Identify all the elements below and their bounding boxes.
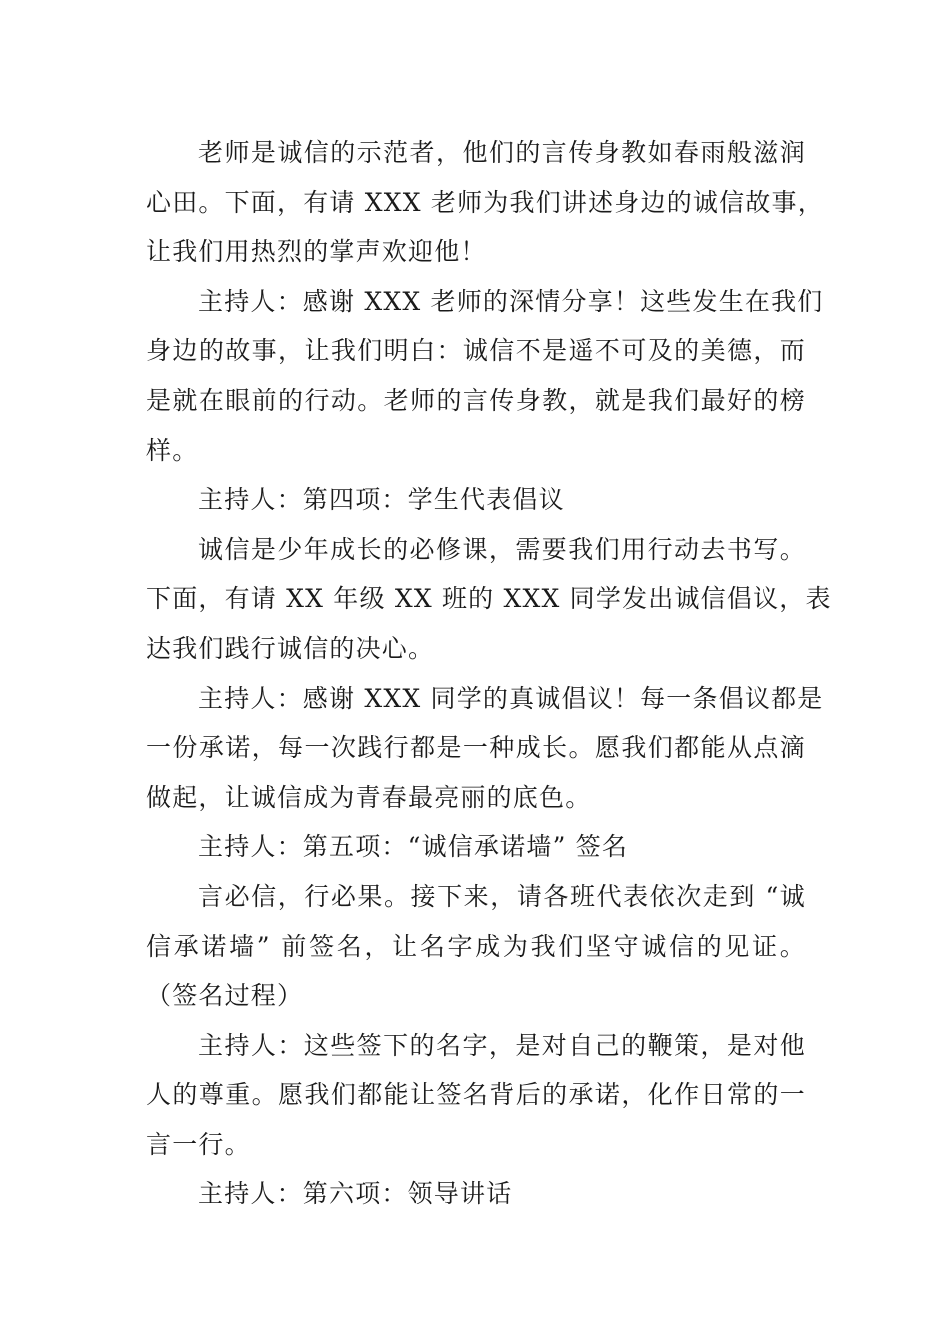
text-line: 是就在眼前的行动。老师的言传身教，就是我们最好的榜 [146,385,806,415]
text-line: 下面，有请 XX 年级 XX 班的 XXX 同学发出诚信倡议，表 [146,584,832,614]
text-line: 言必信，行必果。接下来，请各班代表依次走到 “诚 [198,881,806,911]
text-line: 言一行。 [146,1129,251,1159]
text-line: 达我们践行诚信的决心。 [146,633,435,663]
text-line: （签名过程） [146,981,304,1011]
text-line: 信承诺墙” 前签名，让名字成为我们坚守诚信的见证。 [146,931,806,961]
text-line: 老师是诚信的示范者，他们的言传身教如春雨般滋润 [198,138,806,167]
text-line: 让我们用热烈的掌声欢迎他！ [146,237,487,267]
section-heading: 主持人：第六项：领导讲话 [198,1179,513,1209]
text-line: 诚信是少年成长的必修课，需要我们用行动去书写。 [198,534,806,564]
text-line: 人的尊重。愿我们都能让签名背后的承诺，化作日常的一 [146,1080,806,1110]
text-line: 一份承诺，每一次践行都是一种成长。愿我们都能从点滴 [146,733,806,763]
text-line: 做起，让诚信成为青春最亮丽的底色。 [146,782,592,812]
document-page [146,128,832,1219]
text-line: 身边的故事，让我们明白：诚信不是遥不可及的美德，而 [146,336,806,366]
section-heading: 主持人：第四项：学生代表倡议 [198,485,565,515]
text-line: 主持人：感谢 XXX 同学的真诚倡议！每一条倡议都是 [198,683,824,713]
text-line: 主持人：感谢 XXX 老师的深情分享！这些发生在我们 [198,286,824,316]
text-line: 样。 [146,435,199,465]
text-line: 主持人：这些签下的名字，是对自己的鞭策，是对他 [198,1030,806,1060]
section-heading: 主持人：第五项：“诚信承诺墙” 签名 [198,832,629,862]
text-line: 心田。下面，有请 XXX 老师为我们讲述身边的诚信故事， [146,187,824,217]
